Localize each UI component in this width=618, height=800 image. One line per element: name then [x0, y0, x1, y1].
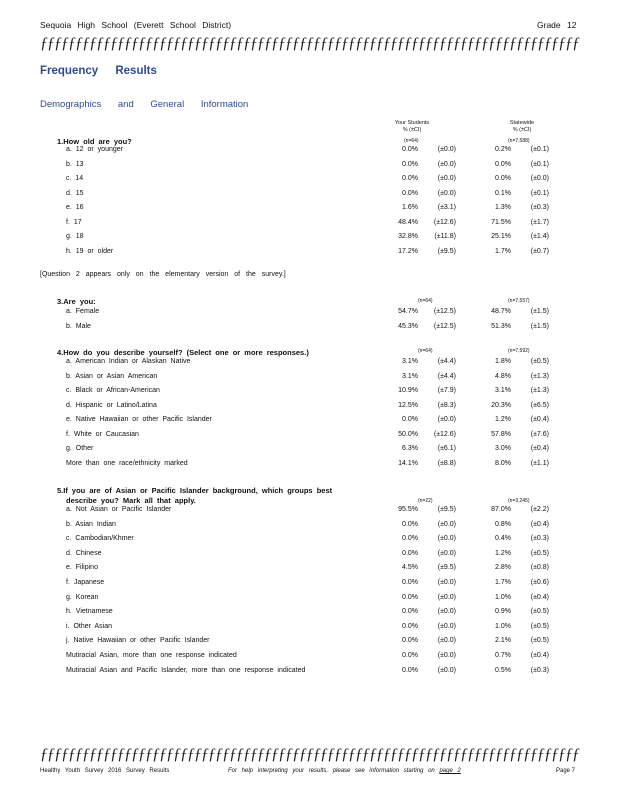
- table-row: [0, 175, 618, 189]
- table-row: [0, 445, 618, 459]
- statewide-percent: 4.8%: [495, 372, 511, 380]
- statewide-percent: 0.0%: [495, 175, 511, 182]
- table-row: [0, 373, 618, 387]
- your-students-percent: 0.0%: [402, 146, 418, 153]
- column-header-students-label: Your Students: [394, 120, 430, 126]
- statewide-ci: (±0.4): [530, 416, 549, 423]
- row-label: a. Female: [66, 308, 100, 315]
- your-students-ci: (±8.8): [437, 459, 456, 467]
- your-students-percent: 3.1%: [402, 372, 418, 380]
- your-students-ci: (±0.0): [437, 175, 456, 182]
- your-students-ci: (±12.5): [433, 308, 456, 315]
- column-header-statewide: [498, 120, 546, 133]
- table-row: [0, 535, 618, 549]
- statewide-percent: 1.2%: [495, 549, 511, 557]
- statewide-ci: (±1.1): [530, 459, 549, 467]
- page-title: Frequency Results: [40, 65, 157, 77]
- n-statewide-q5: (n=3,245): [508, 498, 530, 504]
- statewide-ci: (±0.1): [530, 160, 549, 168]
- table-row: [0, 308, 618, 322]
- row-label: h. 19 or older: [66, 247, 114, 255]
- statewide-ci: (±1.4): [530, 233, 549, 240]
- row-label: g. Other: [66, 445, 94, 452]
- question-2-note: [Question 2 appears only on the elementary version of the survey.]: [40, 271, 286, 278]
- table-row: [0, 233, 618, 247]
- row-label: g. 18: [66, 233, 84, 240]
- your-students-ci: (±9.5): [437, 564, 456, 572]
- statewide-percent: 87.0%: [491, 506, 511, 513]
- statewide-percent: 25.1%: [491, 233, 511, 240]
- your-students-ci: (±0.0): [437, 189, 456, 197]
- n-students-q3: (n=64): [418, 298, 433, 304]
- row-label: f. Japanese: [66, 579, 105, 586]
- your-students-percent: 0.0%: [402, 160, 418, 168]
- row-label: c. 14: [66, 175, 84, 182]
- n-students-q1: (n=64): [404, 138, 419, 144]
- statewide-ci: (±0.4): [530, 652, 549, 659]
- statewide-percent: 57.8%: [491, 430, 511, 438]
- row-label: f. White or Caucasian: [66, 430, 139, 438]
- statewide-ci: (±1.3): [530, 372, 549, 380]
- statewide-percent: 0.1%: [495, 189, 511, 197]
- your-students-ci: (±0.0): [437, 579, 456, 586]
- your-students-ci: (±0.0): [437, 535, 456, 543]
- n-statewide-q1: (n=7,588): [508, 138, 530, 144]
- your-students-percent: 0.0%: [402, 579, 418, 586]
- statewide-ci: (±0.5): [530, 622, 549, 630]
- table-row: [0, 637, 618, 651]
- statewide-percent: 51.3%: [491, 322, 511, 330]
- row-label: g. Korean: [66, 593, 99, 601]
- row-label: b. Asian or Asian American: [66, 372, 158, 380]
- question-5-line-2: describe you? Mark all that apply.: [66, 496, 196, 505]
- your-students-ci: (±0.0): [437, 416, 456, 423]
- table-row: [0, 402, 618, 416]
- your-students-percent: 0.0%: [402, 535, 418, 543]
- footer-help: [228, 768, 461, 774]
- statewide-percent: 71.5%: [491, 218, 511, 226]
- your-students-percent: 0.0%: [402, 622, 418, 630]
- statewide-percent: 0.4%: [495, 535, 511, 543]
- statewide-ci: (±0.1): [530, 189, 549, 197]
- statewide-ci: (±0.1): [530, 146, 549, 153]
- your-students-ci: (±4.4): [437, 358, 456, 365]
- statewide-percent: 0.8%: [495, 520, 511, 528]
- row-label: h. Vietnamese: [66, 608, 113, 616]
- statewide-percent: 1.8%: [495, 358, 511, 365]
- statewide-percent: 2.1%: [495, 637, 511, 645]
- your-students-ci: (±3.1): [437, 204, 456, 211]
- statewide-ci: (±0.5): [530, 549, 549, 557]
- statewide-ci: (±0.3): [530, 666, 549, 674]
- your-students-percent: 4.5%: [402, 564, 418, 572]
- your-students-ci: (±6.1): [437, 445, 456, 452]
- your-students-percent: 12.5%: [398, 401, 418, 409]
- table-row: [0, 623, 618, 637]
- table-row: [0, 161, 618, 175]
- your-students-percent: 6.3%: [402, 445, 418, 452]
- top-decorative-rule: ƒƒƒƒƒƒƒƒƒƒƒƒƒƒƒƒƒƒƒƒƒƒƒƒƒƒƒƒƒƒƒƒƒƒƒƒƒƒƒƒƒƒƒƒƒƒƒƒƒƒƒƒƒƒƒƒƒƒƒƒƒƒƒƒƒƒƒƒƒƒƒƒƒƒƒƒƒ: [40, 35, 579, 52]
- n-statewide-q4: (n=7,592): [508, 348, 530, 354]
- table-row: [0, 323, 618, 337]
- statewide-ci: (±7.6): [530, 430, 549, 438]
- your-students-ci: (±9.5): [437, 247, 456, 255]
- your-students-percent: 45.3%: [398, 322, 418, 330]
- row-label: d. 15: [66, 189, 84, 197]
- your-students-ci: (±12.6): [433, 430, 456, 438]
- your-students-percent: 0.0%: [402, 666, 418, 674]
- question-3: 3.Are you:: [57, 297, 96, 306]
- your-students-percent: 0.0%: [402, 189, 418, 197]
- table-row: [0, 416, 618, 430]
- your-students-percent: 0.0%: [402, 652, 418, 659]
- row-label: j. Native Hawaiian or other Pacific Islander: [66, 637, 210, 645]
- table-row: [0, 521, 618, 535]
- footer-left: Healthy Youth Survey 2016 Survey Results: [40, 768, 170, 774]
- section-subtitle: Demographics and General Information: [40, 99, 249, 110]
- your-students-ci: (±9.5): [437, 506, 456, 513]
- your-students-percent: 14.1%: [398, 459, 418, 467]
- statewide-ci: (±0.6): [530, 579, 549, 586]
- row-label: More than one race/ethnicity marked: [66, 459, 188, 467]
- row-label: f. 17: [66, 218, 82, 226]
- statewide-percent: 3.1%: [495, 387, 511, 394]
- column-header-statewide-label: Statewide: [509, 120, 535, 126]
- statewide-percent: 0.5%: [495, 666, 511, 674]
- table-row: [0, 550, 618, 564]
- table-row: [0, 431, 618, 445]
- statewide-percent: 0.9%: [495, 608, 511, 616]
- your-students-ci: (±0.0): [437, 549, 456, 557]
- your-students-percent: 48.4%: [398, 218, 418, 226]
- table-row: [0, 190, 618, 204]
- table-row: [0, 248, 618, 262]
- your-students-ci: (±11.8): [434, 233, 456, 240]
- table-row: [0, 579, 618, 593]
- statewide-percent: 1.0%: [495, 593, 511, 601]
- column-header-your-students: [388, 120, 436, 133]
- statewide-percent: 0.7%: [495, 652, 511, 659]
- statewide-percent: 0.0%: [495, 160, 511, 168]
- footer-page-link[interactable]: page 2: [439, 768, 461, 774]
- your-students-percent: 50.0%: [398, 430, 418, 438]
- row-label: c. Black or African-American: [66, 387, 160, 394]
- table-row: [0, 358, 618, 372]
- your-students-percent: 17.2%: [398, 247, 418, 255]
- grade-label: Grade 12: [537, 20, 577, 30]
- table-row: [0, 146, 618, 160]
- your-students-percent: 0.0%: [402, 608, 418, 616]
- statewide-ci: (±0.7): [530, 247, 549, 255]
- statewide-ci: (±0.4): [530, 520, 549, 528]
- table-row: [0, 564, 618, 578]
- row-label: Mutiracial Asian and Pacific Islander, more than one response indicated: [66, 666, 306, 674]
- statewide-ci: (±0.3): [530, 535, 549, 543]
- table-row: [0, 204, 618, 218]
- column-header-statewide-ci: % (±CI): [512, 126, 532, 133]
- question-1: 1.How old are you?: [57, 137, 132, 146]
- statewide-ci: (±1.5): [530, 308, 549, 315]
- statewide-percent: 48.7%: [491, 308, 511, 315]
- your-students-ci: (±8.3): [437, 401, 456, 409]
- row-label: d. Hispanic or Latino/Latina: [66, 401, 157, 409]
- your-students-percent: 0.0%: [402, 637, 418, 645]
- your-students-percent: 10.9%: [398, 387, 418, 394]
- row-label: a. American Indian or Alaskan Native: [66, 358, 191, 365]
- statewide-ci: (±0.3): [530, 204, 549, 211]
- row-label: d. Chinese: [66, 549, 102, 557]
- your-students-ci: (±0.0): [437, 622, 456, 630]
- n-statewide-q3: (n=7,557): [508, 298, 530, 304]
- table-row: [0, 652, 618, 666]
- statewide-percent: 1.3%: [495, 204, 511, 211]
- row-label: a. Not Asian or Pacific Islander: [66, 506, 172, 513]
- table-row: [0, 387, 618, 401]
- table-row: [0, 460, 618, 474]
- table-row: [0, 219, 618, 233]
- statewide-ci: (±2.2): [530, 506, 549, 513]
- statewide-percent: 1.2%: [495, 416, 511, 423]
- your-students-ci: (±0.0): [437, 593, 456, 601]
- statewide-ci: (±0.5): [530, 608, 549, 616]
- your-students-ci: (±0.0): [437, 608, 456, 616]
- n-students-q4: (n=64): [418, 348, 433, 354]
- row-label: e. 16: [66, 204, 84, 211]
- table-row: [0, 608, 618, 622]
- your-students-ci: (±7.9): [437, 387, 456, 394]
- statewide-percent: 0.2%: [495, 146, 511, 153]
- statewide-ci: (±1.7): [530, 218, 549, 226]
- your-students-ci: (±0.0): [437, 520, 456, 528]
- your-students-percent: 3.1%: [402, 358, 418, 365]
- your-students-ci: (±0.0): [437, 146, 456, 153]
- statewide-ci: (±0.8): [530, 564, 549, 572]
- statewide-ci: (±0.4): [530, 593, 549, 601]
- your-students-percent: 95.5%: [398, 506, 418, 513]
- statewide-ci: (±0.5): [530, 358, 549, 365]
- your-students-percent: 0.0%: [402, 593, 418, 601]
- school-header: Sequoia High School (Everett School District): [40, 20, 232, 30]
- row-label: b. Asian Indian: [66, 520, 116, 528]
- your-students-percent: 1.6%: [402, 204, 418, 211]
- row-label: i. Other Asian: [66, 622, 113, 630]
- row-label: c. Cambodian/Khmer: [66, 535, 134, 543]
- statewide-percent: 2.8%: [495, 564, 511, 572]
- footer-page-number: Page 7: [556, 768, 576, 774]
- statewide-ci: (±0.5): [530, 637, 549, 645]
- row-label: Mutiracial Asian, more than one response indicated: [66, 652, 237, 659]
- column-header-students-ci: % (±CI): [402, 126, 422, 133]
- your-students-ci: (±0.0): [437, 637, 456, 645]
- statewide-ci: (±0.0): [530, 175, 549, 182]
- question-4: 4.How do you describe yourself? (Select one or more responses.): [57, 348, 309, 357]
- your-students-percent: 0.0%: [402, 520, 418, 528]
- statewide-ci: (±1.3): [530, 387, 549, 394]
- statewide-percent: 1.0%: [495, 622, 511, 630]
- statewide-percent: 3.0%: [495, 445, 511, 452]
- table-row: [0, 594, 618, 608]
- statewide-percent: 8.0%: [495, 459, 511, 467]
- table-row: [0, 506, 618, 520]
- your-students-percent: 0.0%: [402, 549, 418, 557]
- your-students-ci: (±12.5): [433, 322, 456, 330]
- your-students-percent: 0.0%: [402, 416, 418, 423]
- statewide-percent: 20.3%: [491, 401, 511, 409]
- your-students-ci: (±0.0): [437, 652, 456, 659]
- your-students-percent: 0.0%: [402, 175, 418, 182]
- table-row: [0, 667, 618, 681]
- your-students-ci: (±0.0): [437, 160, 456, 168]
- your-students-ci: (±0.0): [437, 666, 456, 674]
- row-label: e. Native Hawaiian or other Pacific Islander: [66, 416, 212, 423]
- row-label: b. Male: [66, 322, 91, 330]
- bottom-decorative-rule: ƒƒƒƒƒƒƒƒƒƒƒƒƒƒƒƒƒƒƒƒƒƒƒƒƒƒƒƒƒƒƒƒƒƒƒƒƒƒƒƒƒƒƒƒƒƒƒƒƒƒƒƒƒƒƒƒƒƒƒƒƒƒƒƒƒƒƒƒƒƒƒƒƒƒƒƒƒ: [40, 746, 579, 763]
- your-students-percent: 54.7%: [398, 308, 418, 315]
- row-label: b. 13: [66, 160, 84, 168]
- statewide-percent: 1.7%: [495, 247, 511, 255]
- question-5: 5.If you are of Asian or Pacific Islander background, which groups best: [57, 486, 333, 495]
- statewide-ci: (±0.4): [530, 445, 549, 452]
- row-label: a. 12 or younger: [66, 146, 123, 153]
- your-students-ci: (±12.6): [433, 218, 456, 226]
- statewide-ci: (±1.5): [530, 322, 549, 330]
- footer-help-text: For help interpreting your results, please see information starting on: [228, 768, 435, 774]
- your-students-ci: (±4.4): [437, 372, 456, 380]
- statewide-ci: (±6.5): [530, 401, 549, 409]
- n-students-q5: (n=22): [418, 498, 433, 504]
- your-students-percent: 32.8%: [398, 233, 418, 240]
- row-label: e. Filipino: [66, 564, 98, 572]
- statewide-percent: 1.7%: [495, 579, 511, 586]
